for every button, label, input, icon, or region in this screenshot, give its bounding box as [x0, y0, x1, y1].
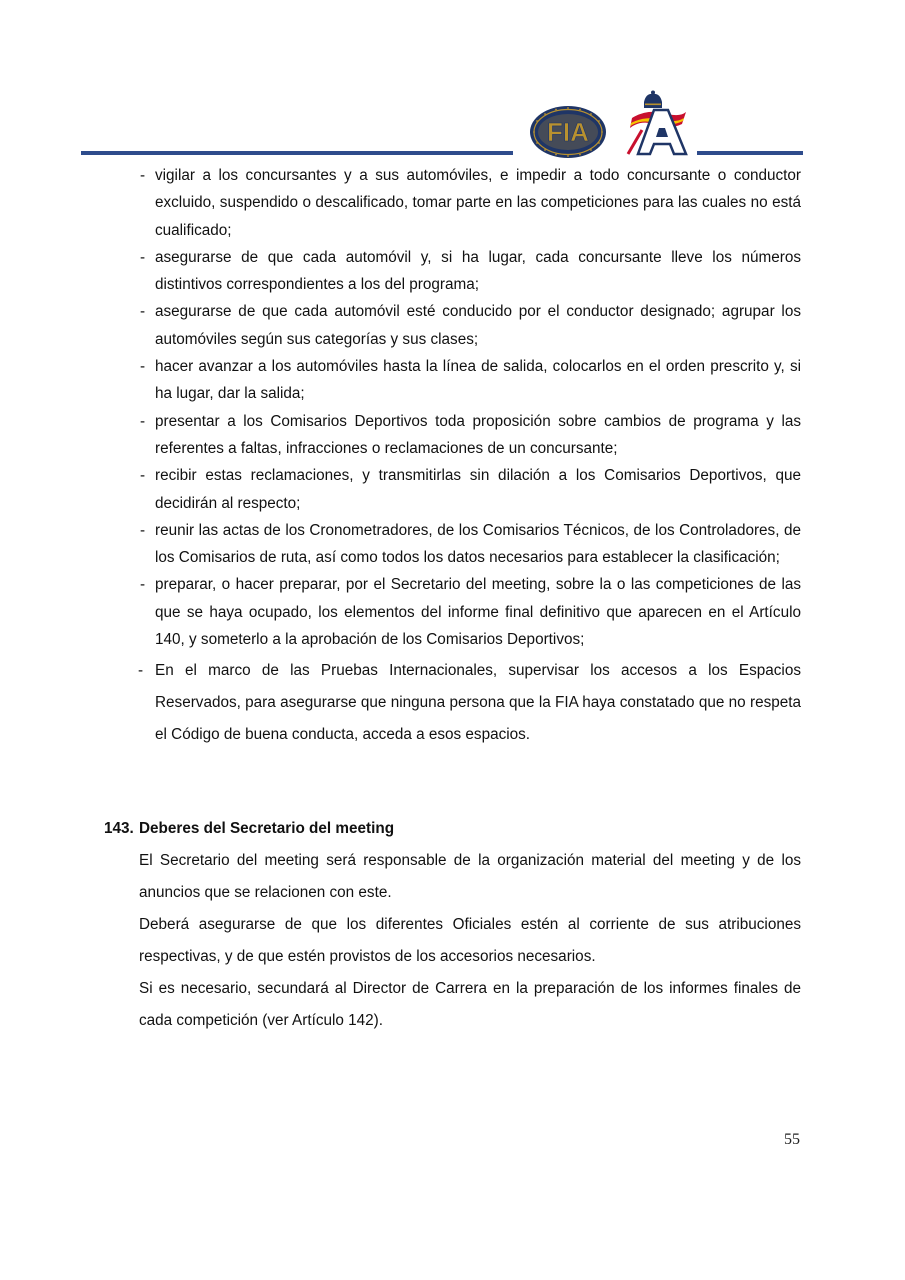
- rfeda-logo-icon: [624, 90, 690, 158]
- bullet-dash: -: [140, 576, 146, 594]
- list-item-text: presentar a los Comisarios Deportivos toda proposición sobre cambios de programa y las referentes a faltas, infracciones o reclamaciones de un concursante;: [155, 412, 801, 457]
- list-item-text: preparar, o hacer preparar, por el Secretario del meeting, sobre la o las competiciones de las que se haya ocupado, los elementos del informe final definitivo que aparecen en el Artículo 140, y someterlo a la aprobación de los Comisarios Deportivos;: [155, 576, 801, 649]
- bullet-list: [139, 162, 801, 751]
- list-item: [139, 353, 801, 408]
- bullet-dash: -: [140, 521, 146, 539]
- section-body: [139, 845, 801, 1037]
- bullet-dash: -: [140, 248, 146, 266]
- list-item-text: vigilar a los concursantes y a sus automóviles, e impedir a todo concursante o conductor excluido, suspendido o descalificado, tomar parte en las competiciones para las cuales no está cualificado;: [155, 167, 801, 239]
- list-item: [139, 571, 801, 653]
- bullet-dash: -: [140, 303, 146, 321]
- header-rule-left: [81, 151, 513, 155]
- bullet-dash: -: [140, 167, 146, 184]
- list-item: [139, 517, 801, 572]
- section-heading: [104, 816, 801, 842]
- fia-logo-icon: [528, 104, 608, 160]
- list-item-text: asegurarse de que cada automóvil y, si ha lugar, cada concursante lleve los números distintivos correspondientes a los del programa;: [155, 248, 801, 294]
- list-item-text: reunir las actas de los Cronometradores, de los Comisarios Técnicos, de los Controladores, de los Comisarios de ruta, así como todos los datos necesarios para establecer la clasificación;: [155, 521, 801, 567]
- section-143: [104, 816, 801, 1037]
- page-number: 55: [784, 1131, 800, 1148]
- header-rule-right: [697, 151, 803, 155]
- list-item-text: asegurarse de que cada automóvil esté conducido por el conductor designado; agrupar los automóviles según sus categorías y sus clases;: [155, 303, 801, 348]
- paragraph: El Secretario del meeting será responsable de la organización material del meeting y de los anuncios que se relacionen con este.: [139, 852, 801, 901]
- bullet-dash: -: [140, 467, 146, 485]
- list-item: [139, 162, 801, 244]
- list-item: [139, 462, 801, 517]
- section-title: Deberes del Secretario del meeting: [139, 820, 395, 837]
- list-item: [139, 408, 801, 463]
- list-item-text: En el marco de las Pruebas Internacionales, supervisar los accesos a los Espacios Reservados, para asegurarse que ninguna persona que la FIA haya constatado que no respeta el Código de buena conducta, acceda a esos espacios.: [155, 662, 801, 744]
- list-item-text: hacer avanzar a los automóviles hasta la línea de salida, colocarlos en el orden prescrito y, si ha lugar, dar la salida;: [155, 358, 801, 403]
- crown-icon: [644, 91, 662, 109]
- list-item: [139, 298, 801, 353]
- list-item: [139, 244, 801, 299]
- list-item: [139, 655, 801, 751]
- fia-logo-text: FIA: [547, 117, 589, 147]
- paragraph: Si es necesario, secundará al Director de Carrera en la preparación de los informes finales de cada competición (ver Artículo 142).: [139, 980, 801, 1029]
- list-item-text: recibir estas reclamaciones, y transmitirlas sin dilación a los Comisarios Deportivos, que decidirán al respecto;: [155, 467, 801, 512]
- paragraph: Deberá asegurarse de que los diferentes Oficiales estén al corriente de sus atribuciones respectivas, y de que estén provistos de los accesorios necesarios.: [139, 916, 801, 965]
- bullet-dash: -: [140, 412, 146, 430]
- bullet-dash: -: [138, 662, 144, 680]
- section-number: 143.: [104, 820, 134, 837]
- bullet-dash: -: [140, 358, 146, 376]
